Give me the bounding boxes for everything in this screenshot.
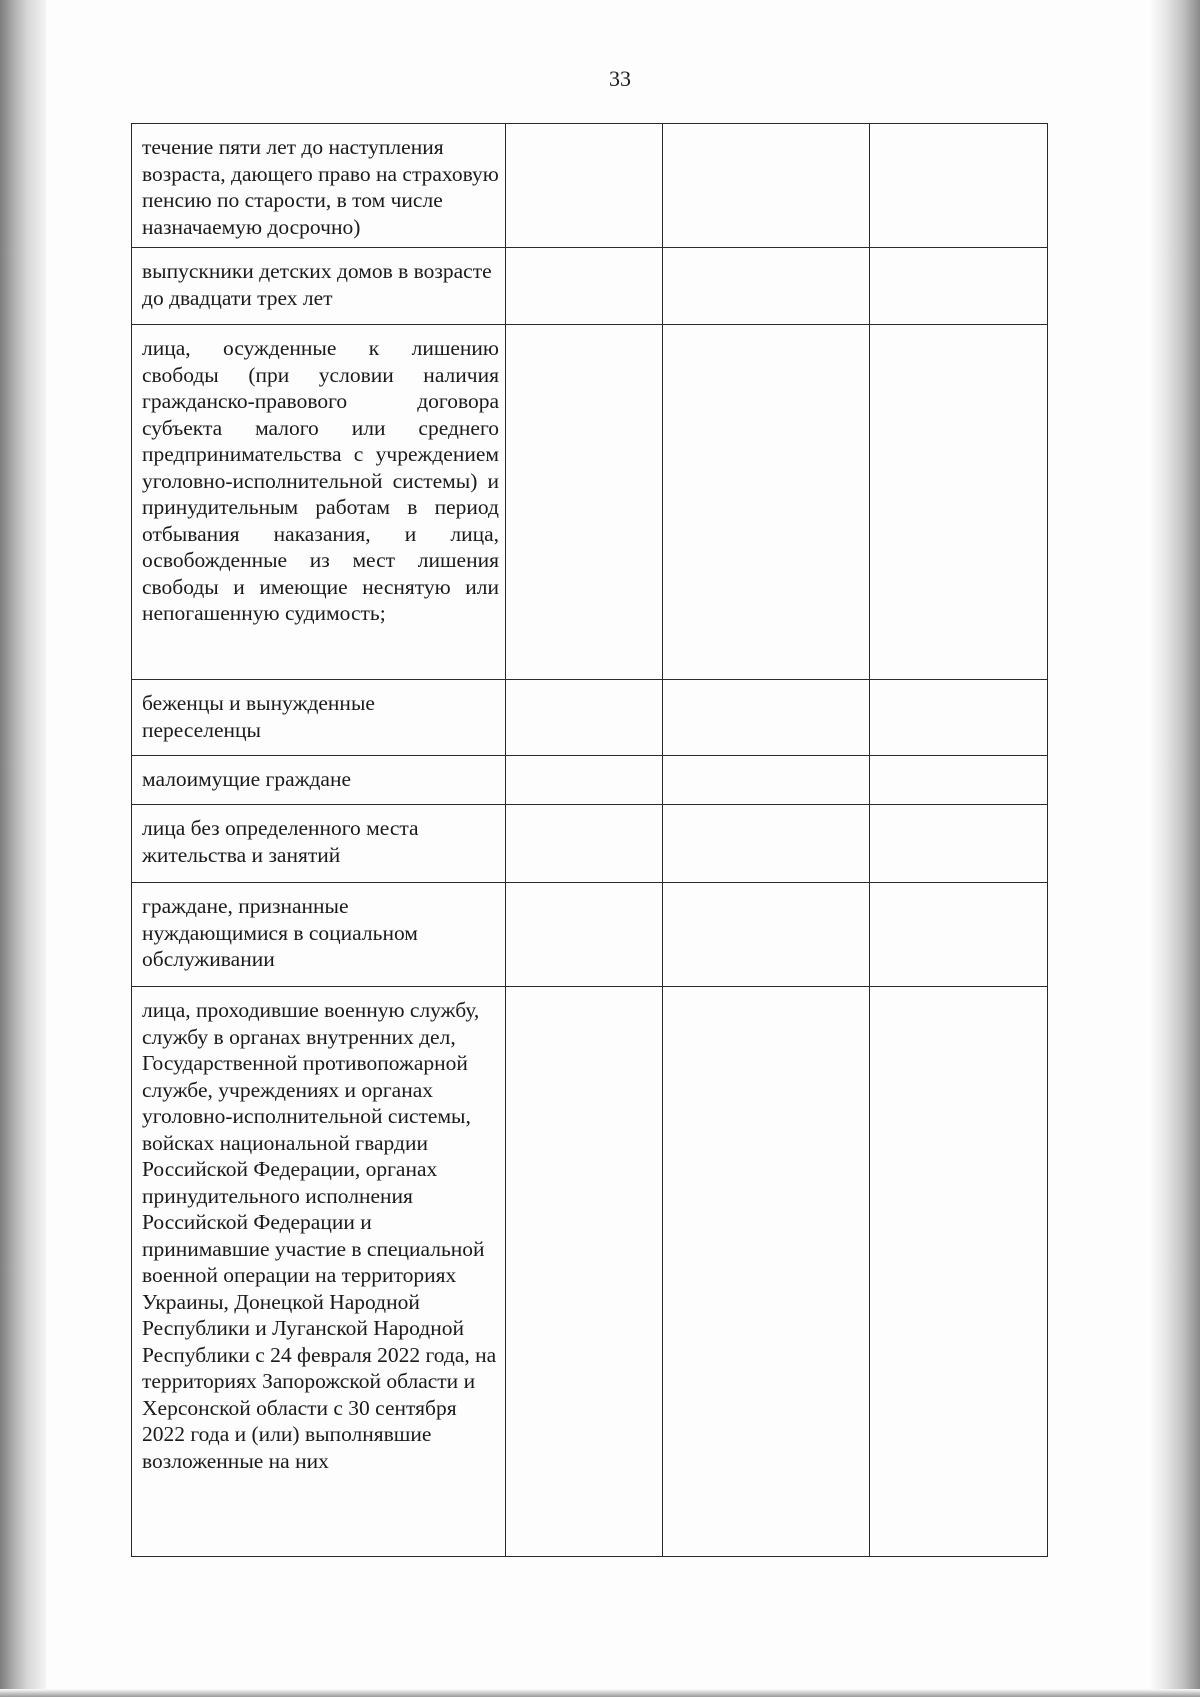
scan-edge-bottom [0,1689,1200,1697]
table-row [132,987,1048,1557]
category-cell: лица без определенного места жительства и занятий [132,805,506,883]
value-cell [870,124,1048,248]
value-cell [870,883,1048,987]
value-cell [506,987,663,1557]
category-cell: беженцы и вынужденные переселенцы [132,680,506,756]
value-cell [870,987,1048,1557]
scan-edge-right [1150,0,1200,1697]
category-table [131,123,1048,1557]
value-cell [506,124,663,248]
table-row [132,805,1048,883]
value-cell [506,325,663,680]
value-cell [870,325,1048,680]
value-cell [663,805,870,883]
value-cell [506,248,663,325]
category-cell: лица, проходившие военную службу, службу в органах внутренних дел, Государственной противопожарной службе, учреждениях и органах уголовно-исполнительной системы, войсках национальной гвардии Российской Федерации, органах принудительного исполнения Российской Федерации и принимавшие участие в специальной военной операции на территориях Украины, Донецкой Народной Республики и Луганской Народной Республики с 24 февраля 2022 года, на территориях Запорожской области и Херсонской области с 30 сентября 2022 года и (или) выполнявшие возложенные на них [132,987,506,1557]
category-cell: выпускники детских домов в возрасте до двадцати трех лет [132,248,506,325]
category-cell: лица, осужденные к лишению свободы (при условии наличия гражданско-правового договора субъекта малого или среднего предпринимательства с учреждением уголовно-исполнительной системы) и принудительным работам в период отбывания наказания, и лица, освобожденные из мест лишения свободы и имеющие неснятую или непогашенную судимость; [132,325,506,680]
value-cell [506,680,663,756]
value-cell [506,883,663,987]
value-cell [870,248,1048,325]
table-row [132,124,1048,248]
page-number: 33 [609,66,631,91]
table-row [132,756,1048,805]
value-cell [663,248,870,325]
value-cell [870,805,1048,883]
value-cell [663,124,870,248]
value-cell [870,680,1048,756]
value-cell [870,756,1048,805]
value-cell [663,680,870,756]
category-cell: малоимущие граждане [132,756,506,805]
value-cell [663,325,870,680]
table-row [132,325,1048,680]
category-cell: течение пяти лет до наступления возраста, дающего право на страховую пенсию по старости, в том числе назначаемую досрочно) [132,124,506,248]
table-row [132,248,1048,325]
value-cell [663,883,870,987]
value-cell [506,805,663,883]
table-container [131,123,1047,1557]
scan-edge-left [0,0,46,1697]
category-cell: граждане, признанные нуждающимися в социальном обслуживании [132,883,506,987]
value-cell [663,987,870,1557]
value-cell [663,756,870,805]
table-row [132,883,1048,987]
value-cell [506,756,663,805]
table-row [132,680,1048,756]
